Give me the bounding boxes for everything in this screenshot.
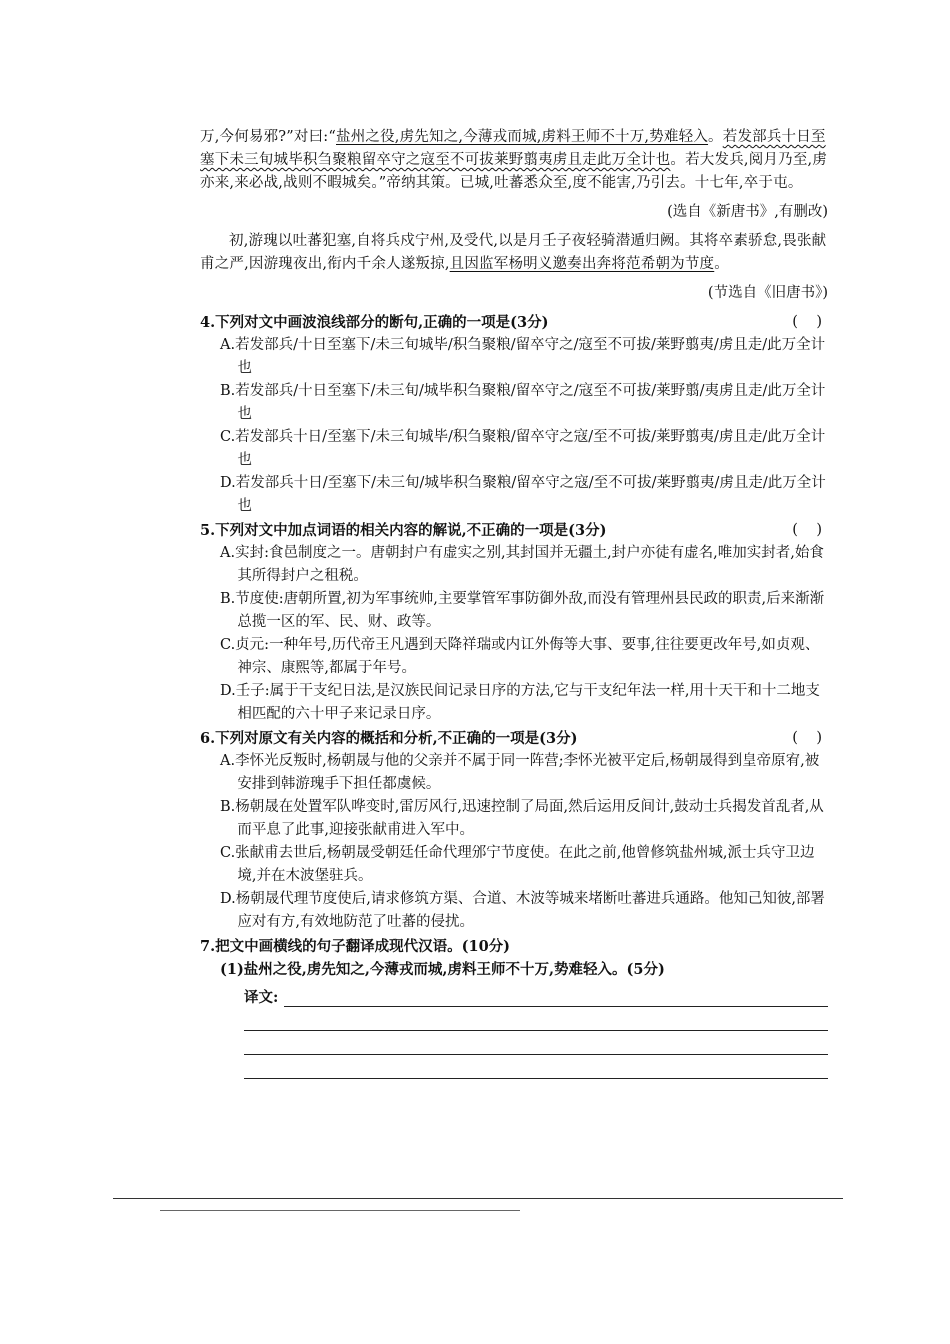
passage-text: 。 (708, 129, 723, 145)
passage-text: 万,今何易邪?”对曰:“ (200, 129, 336, 145)
question-title: 7.把文中画横线的句子翻译成现代汉语。(10分) (200, 938, 511, 955)
option-b[interactable]: B.节度使:唐朝所置,初为军事统帅,主要掌管军事防御外敌,而没有管理州县民政的职责,后来渐渐总揽一区的军、民、财、政等。 (220, 591, 825, 630)
translate-sentence: 盐州之役,虏先知之,今薄戎而城,虏料王师不十万,势难轻入 (336, 129, 709, 145)
option-d[interactable]: D.杨朝晟代理节度使后,请求修筑方渠、合道、木波等城来堵断吐蕃进兵通路。他知己知彼,部署应对有方,有效地防范了吐蕃的侵扰。 (220, 891, 825, 930)
question-title: 5.下列对文中加点词语的相关内容的解说,不正确的一项是(3分) (200, 522, 607, 539)
question-title: 4.下列对文中画波浪线部分的断句,正确的一项是(3分) (200, 314, 549, 331)
option-d[interactable]: D.壬子:属于干支纪日法,是汉族民间记录日序的方法,它与干支纪年法一样,用十天干和十二地支相匹配的六十甲子来记录日序。 (220, 683, 820, 722)
passage-paragraph-2 (200, 230, 828, 276)
answer-line[interactable] (284, 986, 828, 1007)
question-5 (200, 519, 828, 542)
passage-text: 。 (714, 256, 729, 272)
answer-area[interactable] (244, 985, 828, 1079)
option-d[interactable]: D.若发部兵十日/至塞下/未三旬/城毕积刍聚粮/留卒守之寇/至不可拔/莱野翦夷/虏且走/此万全计也 (220, 475, 826, 514)
question-title: 6.下列对原文有关内容的概括和分析,不正确的一项是(3分) (200, 730, 578, 747)
page-divider (160, 1210, 520, 1211)
answer-line[interactable] (244, 1055, 828, 1079)
question-7 (200, 935, 828, 958)
question-4 (200, 311, 828, 334)
wavy-underlined-text: 若发部兵十日至塞下未三旬城毕积刍聚粮留卒守之寇至不可拔莱野翦夷虏且走此万全计也 (200, 129, 826, 168)
exam-page (200, 126, 828, 1079)
option-c[interactable]: C.张献甫去世后,杨朝晟受朝廷任命代理邠宁节度使。在此之前,他曾修筑盐州城,派士兵守卫边境,并在木波堡驻兵。 (220, 845, 815, 884)
answer-line[interactable] (244, 1031, 828, 1055)
option-a[interactable]: A.若发部兵/十日至塞下/未三旬城毕/积刍聚粮/留卒守之/寇至不可拔/莱野翦夷/虏且走/此万全计也 (220, 337, 826, 376)
option-c[interactable]: C.若发部兵十日/至塞下/未三旬城毕/积刍聚粮/留卒守之寇/至不可拔/莱野翦夷/虏且走/此万全计也 (220, 429, 826, 468)
source-citation-1: (选自《新唐书》,有删改) (667, 204, 828, 220)
option-b[interactable]: B.杨朝晟在处置军队哗变时,雷厉风行,迅速控制了局面,然后运用反间计,鼓动士兵揭发首乱者,从而平息了此事,迎接张献甫进入军中。 (220, 799, 824, 838)
passage-paragraph-1 (200, 126, 828, 195)
option-a[interactable]: A.实封:食邑制度之一。唐朝封户有虚实之别,其封国并无疆土,封户亦徒有虚名,唯加实封者,始食其所得封户之租税。 (220, 545, 824, 584)
option-c[interactable]: C.贞元:一种年号,历代帝王凡遇到天降祥瑞或内讧外侮等大事、要事,往往要更改年号,如贞观、神宗、康熙等,都属于年号。 (220, 637, 820, 676)
option-b[interactable]: B.若发部兵/十日至塞下/未三旬/城毕积刍聚粮/留卒守之/寇至不可拔/莱野翦/夷虏且走/此万全计也 (220, 383, 826, 422)
sub-question-1: (1)盐州之役,虏先知之,今薄戎而城,虏料王师不十万,势难轻入。(5分) (220, 961, 665, 978)
source-citation-2: (节选自《旧唐书》) (707, 285, 828, 301)
option-a[interactable]: A.李怀光反叛时,杨朝晟与他的父亲并不属于同一阵营;李怀光被平定后,杨朝晟得到皇帝原宥,被安排到韩游瑰手下担任都虞候。 (220, 753, 820, 792)
underlined-sentence: 且因监军杨明义邀奏出奔将范希朝为节度 (449, 256, 715, 272)
answer-line[interactable] (244, 1007, 828, 1031)
passage-text: 初,游瑰以吐蕃犯塞,自将兵戍宁州,及受代,以是月壬子夜轻骑潜遁归阙。其将卒素骄怠,畏张献甫之严,因游瑰夜出,衔内千余人遂叛掠, (200, 233, 827, 272)
passage-text: 。若大发兵,阅月乃至,虏亦来,来必战,战则不暇城矣。”帝纳其策。已城,吐蕃悉众至,度不能害,乃引去。十七年,卒于屯。 (200, 152, 828, 191)
answer-blank[interactable]: ( ) (792, 314, 822, 330)
answer-label: 译文: (244, 989, 279, 1006)
answer-blank[interactable]: ( ) (792, 522, 822, 538)
answer-row[interactable] (244, 985, 828, 1007)
question-6 (200, 727, 828, 750)
page-divider (113, 1198, 843, 1199)
answer-blank[interactable]: ( ) (792, 730, 822, 746)
